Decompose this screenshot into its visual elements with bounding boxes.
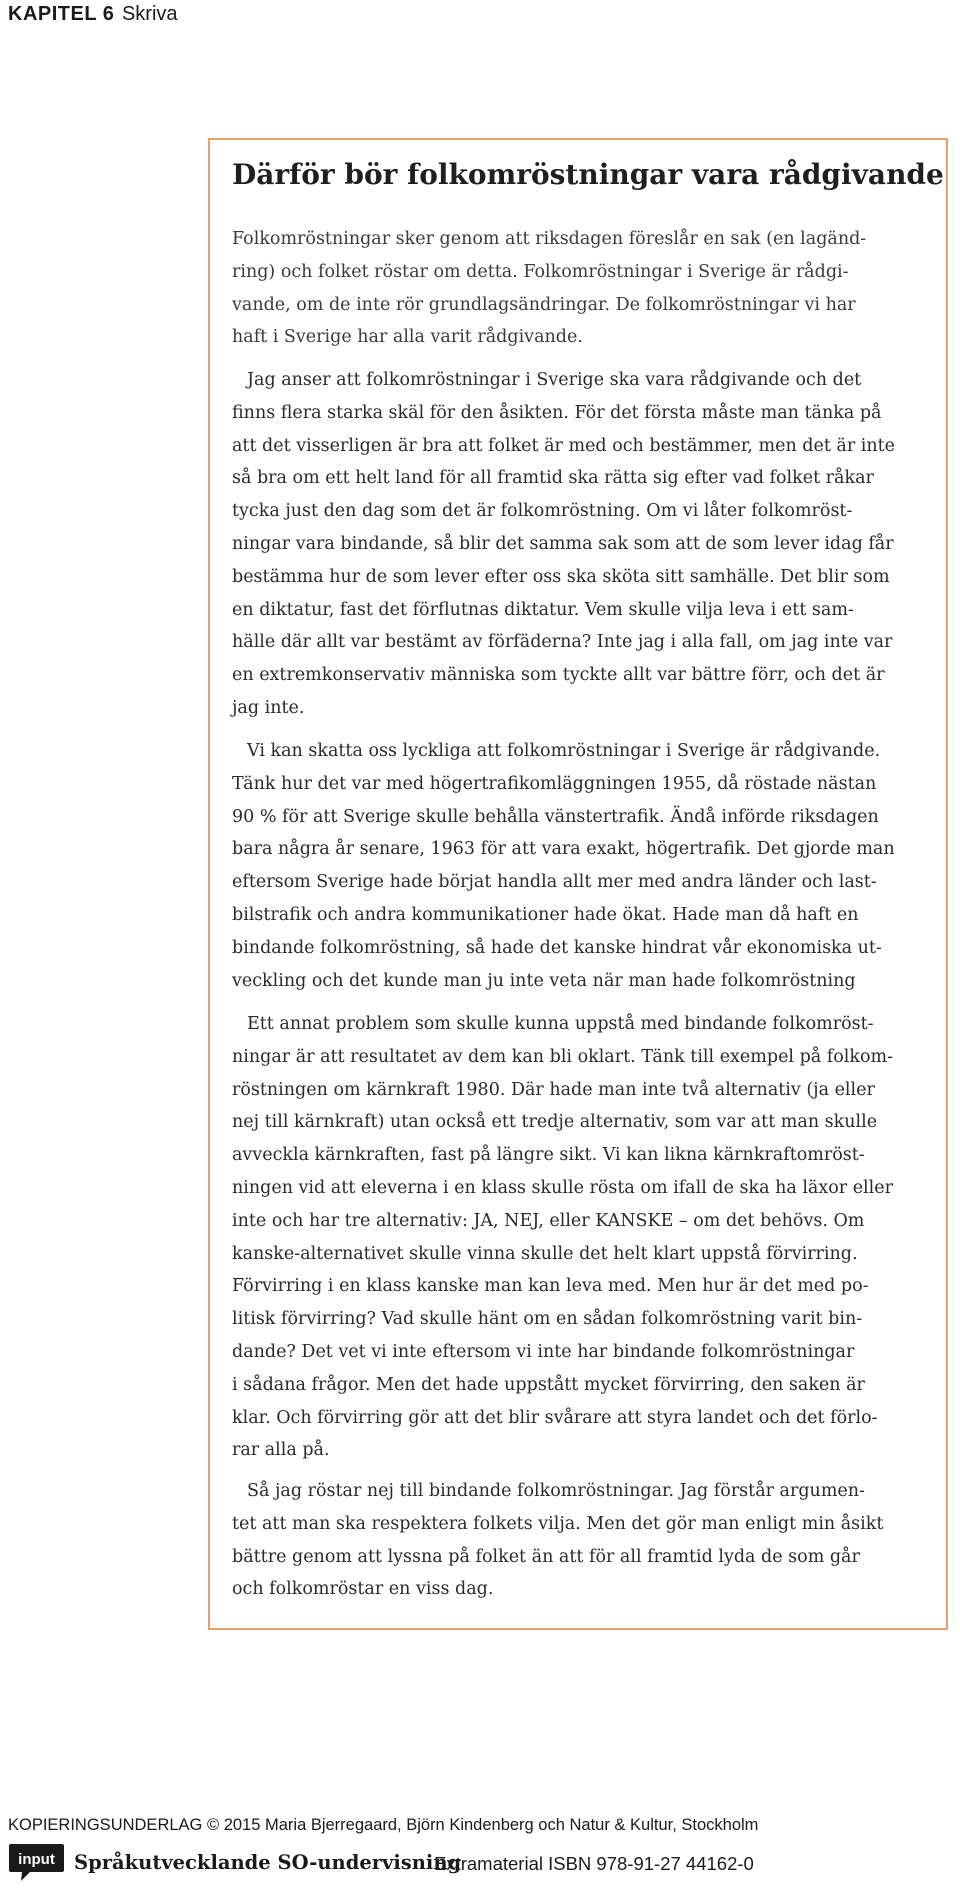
box-title: Därför bör folkomröstningar vara rådgivande: [232, 158, 944, 191]
intro-paragraph: [232, 223, 937, 354]
text-line: i sådana frågor. Men det hade uppstått mycket förvirring, den saken är: [232, 1374, 865, 1395]
body-paragraph: [232, 364, 937, 725]
text-line: ningen vid att eleverna i en klass skulle rösta om ifall de ska ha läxor eller: [232, 1177, 893, 1198]
text-line: och folkomröstar en viss dag.: [232, 1579, 494, 1600]
text-line: bindande folkomröstning, så hade det kanske hindrat vår ekonomiska ut-: [232, 937, 882, 958]
text-line: jag inte.: [232, 697, 305, 718]
text-line: litisk förvirring? Vad skulle hänt om en sådan folkomröstning varit bin-: [232, 1309, 863, 1330]
body-paragraph: [232, 1008, 937, 1467]
text-line: tycka just den dag som det är folkomröstning. Om vi låter folkomröst-: [232, 501, 853, 522]
text-line: vande, om de inte rör grundlagsändringar. De folkomröstningar vi har: [232, 294, 856, 315]
text-line: veckling och det kunde man ju inte veta när man hade folkomröstning: [232, 970, 856, 991]
text-line: dande? Det vet vi inte eftersom vi inte har bindande folkomröstningar: [232, 1341, 855, 1362]
text-line: Vi kan skatta oss lyckliga att folkomröstningar i Sverige är rådgivande.: [247, 741, 881, 761]
text-line: tet att man ska respektera folkets vilja. Men det gör man enligt min åsikt: [232, 1513, 884, 1534]
text-line: att det visserligen är bra att folket är med och bestämmer, men det är inte: [232, 435, 896, 456]
text-line: kanske-alternativet skulle vinna skulle det helt klart uppstå förvirring.: [232, 1243, 858, 1264]
text-line: eftersom Sverige hade börjat handla allt mer med andra länder och last-: [232, 872, 877, 893]
text-line: ningar är att resultatet av dem kan bli oklart. Tänk till exempel på folkom-: [232, 1046, 894, 1067]
chapter-number: KAPITEL 6: [8, 3, 115, 25]
text-line: finns flera starka skäl för den åsikten. För det första måste man tänka på: [232, 402, 882, 423]
text-line: hälle där allt var bestämt av förfäderna? Inte jag i alla fall, om jag inte var: [232, 632, 893, 653]
input-logo-text: input: [18, 1851, 55, 1868]
text-line: bilstrafik och andra kommunikationer hade ökat. Hade man då haft en: [232, 904, 859, 925]
footer-product-title: Språkutvecklande SO-undervisning: [74, 1851, 462, 1874]
text-line: Så jag röstar nej till bindande folkomröstningar. Jag förstår argumen-: [247, 1481, 865, 1501]
text-line: röstningen om kärnkraft 1980. Där hade man inte två alternativ (ja eller: [232, 1079, 875, 1100]
text-line: klar. Och förvirring gör att det blir svårare att styra landet och det förlo-: [232, 1407, 878, 1428]
text-line: Ett annat problem som skulle kunna uppstå med bindande folkomröst-: [247, 1014, 874, 1034]
text-line: en extremkonservativ människa som tyckte allt var bättre förr, och det är: [232, 665, 885, 686]
input-logo: [8, 1843, 65, 1883]
text-line: Jag anser att folkomröstningar i Sverige ska vara rådgivande och det: [247, 370, 862, 390]
text-line: ring) och folket röstar om detta. Folkomröstningar i Sverige är rådgi-: [232, 261, 849, 282]
text-line: Folkomröstningar sker genom att riksdagen föreslår en sak (en lagänd-: [232, 229, 867, 249]
text-line: haft i Sverige har alla varit rådgivande.: [232, 327, 583, 348]
chapter-header: [8, 1, 178, 27]
footer-product-extra: Extramaterial ISBN 978-91-27 44162-0: [434, 1853, 754, 1874]
body-paragraph: [232, 735, 937, 997]
text-line: 90 % för att Sverige skulle behålla vänstertrafik. Ändå införde riksdagen: [232, 806, 879, 827]
text-line: ningar vara bindande, så blir det samma sak som att de som lever idag får: [232, 533, 894, 554]
text-line: Förvirring i en klass kanske man kan leva med. Men hur är det med po-: [232, 1276, 869, 1297]
text-line: så bra om ett helt land för all framtid ska rätta sig efter vad folket råkar: [232, 468, 874, 489]
chapter-title: Skriva: [121, 3, 178, 25]
text-line: bättre genom att lyssna på folket än att för all framtid lyda de som går: [232, 1546, 860, 1567]
text-line: bara några år senare, 1963 för att vara exakt, högertrafik. Det gjorde man: [232, 839, 895, 860]
body-paragraph: [232, 1475, 937, 1606]
text-line: inte och har tre alternativ: JA, NEJ, eller KANSKE – om det behövs. Om: [232, 1210, 865, 1231]
text-line: avveckla kärnkraften, fast på längre sikt. Vi kan likna kärnkraftomröst-: [232, 1145, 865, 1166]
text-line: nej till kärnkraft) utan också ett tredje alternativ, som var att man skulle: [232, 1112, 878, 1133]
text-line: Tänk hur det var med högertrafikomläggningen 1955, då röstade nästan: [232, 773, 877, 794]
footer-copyright: KOPIERINGSUNDERLAG © 2015 Maria Bjerregaard, Björn Kindenberg och Natur & Kultur, Stockholm: [8, 1816, 759, 1834]
text-line: rar alla på.: [232, 1440, 330, 1461]
text-line: en diktatur, fast det förflutnas diktatur. Vem skulle vilja leva i ett sam-: [232, 599, 854, 620]
text-line: bestämma hur de som lever efter oss ska sköta sitt samhälle. Det blir som: [232, 566, 890, 587]
